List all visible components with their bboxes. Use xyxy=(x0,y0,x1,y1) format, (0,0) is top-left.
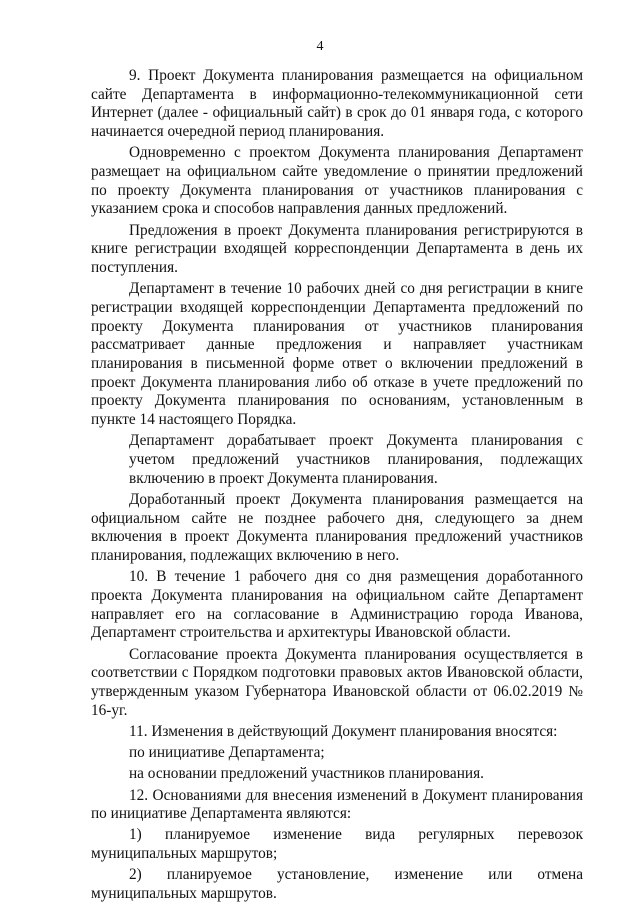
paragraph-approval: Согласование проекта Документа планирования осуществляется в соответствии с Порядком подготовки правовых актов Ивановской области, утвержденным указом Губернатора Ивановской области от 06.02.2019 № 16-уг. xyxy=(91,645,583,719)
paragraph-12: 12. Основаниями для внесения изменений в Документ планирования по инициативе Департамента являются: xyxy=(91,786,583,823)
paragraph-refined-publication: Доработанный проект Документа планирования размещается на официальном сайте не позднее рабочего дня, следующего за днем включения в проект Документа планирования предложений участников планирования, подлежащих включению в него. xyxy=(91,490,583,565)
list-item-department-initiative: по инициативе Департамента; xyxy=(129,744,325,762)
paragraph-9: 9. Проект Документа планирования размещается на официальном сайте Департамента в информационно-телекоммуникационной сети Интернет (далее - официальный сайт) в срок до 01 января года, с которого начинается очередной период планирования. xyxy=(91,67,583,141)
list-item-participant-proposals: на основании предложений участников планирования. xyxy=(129,765,484,783)
paragraph-proposals-review: Департамент в течение 10 рабочих дней со дня регистрации в книге регистрации входящей корреспонденции Департамента предложений по проекту Документа планирования от участников планирования рассматривает данные предложения и направляет участникам планирования в письменной форме ответ о включении предложений в проект Документа планирования либо об отказе в учете предложений по проекту Документа планирования по основаниям, установленным в пункте 14 настоящего Порядка. xyxy=(91,280,583,429)
paragraph-10: 10. В течение 1 рабочего дня со дня размещения доработанного проекта Документа планирования на официальном сайте Департамент направляет его на согласование в Администрацию города Иванова, Департамент строительства и архитектуры Ивановской области. xyxy=(91,568,583,642)
list-item-2: 2) планируемое установление, изменение или отмена муниципальных маршрутов. xyxy=(91,866,583,903)
paragraph-11: 11. Изменения в действующий Документ планирования вносятся: xyxy=(129,722,558,740)
paragraph-refinement: Департамент дорабатывает проект Документа планирования с учетом предложений участников планирования, подлежащих включению в проект Документа планирования. xyxy=(129,432,583,487)
paragraph-proposals-registration: Предложения в проект Документа планирования регистрируются в книге регистрации входящей корреспонденции Департамента в день их поступления. xyxy=(91,221,583,277)
paragraph-simultaneous-notice: Одновременно с проектом Документа планирования Департамент размещает на официальном сайте уведомление о принятии предложений по проекту Документа планирования от участников планирования с указанием срока и способов направления данных предложений. xyxy=(91,144,583,218)
list-item-1: 1) планируемое изменение вида регулярных перевозок муниципальных маршрутов; xyxy=(91,826,583,863)
document-body xyxy=(91,67,583,906)
page-number: 4 xyxy=(316,39,324,54)
